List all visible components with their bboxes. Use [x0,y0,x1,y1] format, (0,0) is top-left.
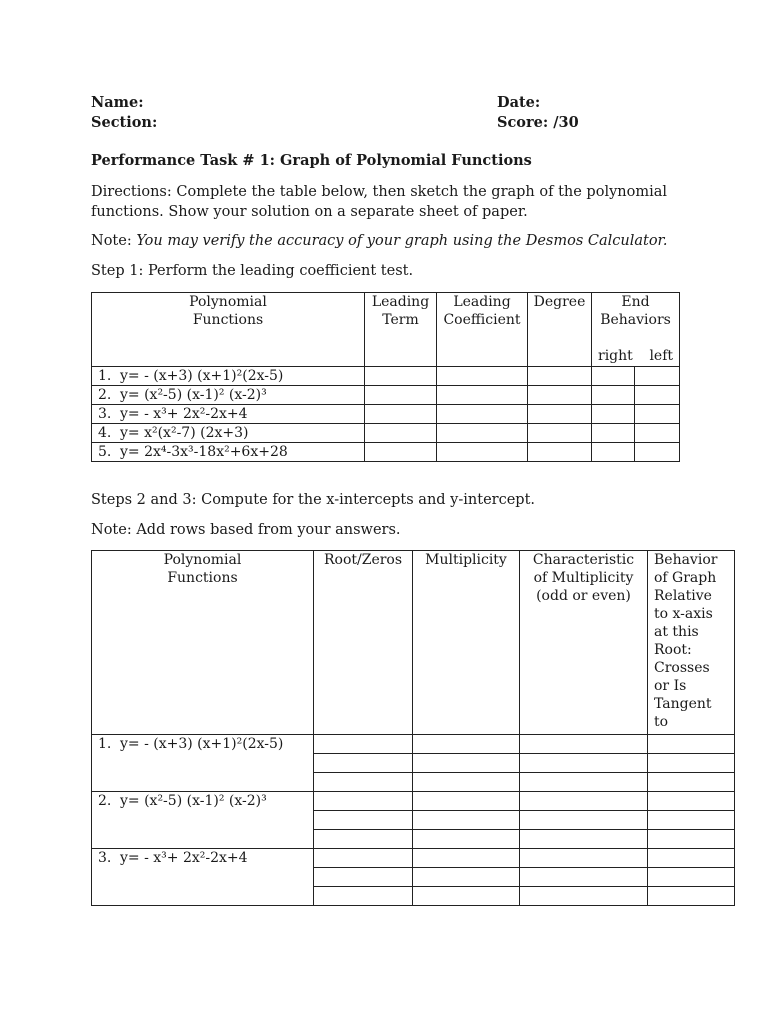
table-row [92,386,680,405]
answer-cell[interactable] [413,830,520,849]
header-end-behaviors: End Behaviors right left [592,293,680,367]
header-degree: Degree [528,293,592,367]
answer-cell[interactable] [413,868,520,887]
polynomial-cell [92,424,365,443]
header-polynomial-functions: Polynomial Functions [92,293,365,367]
polynomial-text: y= (x²-5) (x-1)² (x-2)³ [120,387,267,403]
answer-cell[interactable] [413,754,520,773]
answer-cell[interactable] [528,443,592,462]
answer-cell[interactable] [528,367,592,386]
answer-cell[interactable] [635,405,680,424]
polynomial-cell [92,367,365,386]
answer-cell[interactable] [413,811,520,830]
answer-cell[interactable] [365,443,437,462]
table-row [92,792,735,811]
row-number: 2. [98,793,112,809]
answer-cell[interactable] [314,811,413,830]
answer-cell[interactable] [520,849,648,868]
answer-cell[interactable] [635,386,680,405]
roots-table [91,550,735,906]
answer-cell[interactable] [520,754,648,773]
leading-coefficient-table [91,292,680,462]
table-row [92,405,680,424]
answer-cell[interactable] [592,443,635,462]
row-number: 1. [98,368,112,384]
row-number: 3. [98,850,112,866]
answer-cell[interactable] [413,792,520,811]
answer-cell[interactable] [520,811,648,830]
header-leading-coefficient: Leading Coefficient [437,293,528,367]
answer-cell[interactable] [648,792,735,811]
answer-cell[interactable] [314,735,413,754]
polynomial-cell [92,386,365,405]
answer-cell[interactable] [413,849,520,868]
answer-cell[interactable] [314,887,413,906]
name-label: Name: [91,94,144,111]
polynomial-cell [92,792,314,849]
answer-cell[interactable] [648,811,735,830]
answer-cell[interactable] [520,868,648,887]
answer-cell[interactable] [314,849,413,868]
answer-cell[interactable] [365,367,437,386]
answer-cell[interactable] [413,887,520,906]
task-title: Performance Task # 1: Graph of Polynomial Functions [91,152,532,169]
row-number: 5. [98,444,112,460]
polynomial-text: y= - x³+ 2x²-2x+4 [120,406,248,422]
polynomial-text: y= x²(x²-7) (2x+3) [120,425,249,441]
polynomial-text: y= 2x⁴-3x³-18x²+6x+28 [120,444,288,460]
note-label: Note: [91,233,132,249]
polynomial-text: y= (x²-5) (x-1)² (x-2)³ [120,793,267,809]
answer-cell[interactable] [635,443,680,462]
table-row [92,443,680,462]
header-left: left [649,348,674,364]
answer-cell[interactable] [528,424,592,443]
header2-behavior: Behavior of Graph Relative to x-axis at this Root: Crosses or Is Tangent to [648,551,735,735]
answer-cell[interactable] [648,830,735,849]
answer-cell[interactable] [648,849,735,868]
header2-root-zeros: Root/Zeros [314,551,413,735]
polynomial-text: y= - (x+3) (x+1)²(2x-5) [120,736,284,752]
table-row [92,424,680,443]
step1-label: Step 1: Perform the leading coefficient test. [91,263,414,279]
header-leading-term: Leading Term [365,293,437,367]
answer-cell[interactable] [437,386,528,405]
answer-cell[interactable] [648,735,735,754]
row-number: 3. [98,406,112,422]
answer-cell[interactable] [528,386,592,405]
directions: Directions: Complete the table below, then sketch the graph of the polynomial functions. Show your solution on a separate sheet of paper. [91,184,668,220]
answer-cell[interactable] [365,405,437,424]
polynomial-text: y= - x³+ 2x²-2x+4 [120,850,248,866]
row-number: 1. [98,736,112,752]
answer-cell[interactable] [520,830,648,849]
answer-cell[interactable] [314,792,413,811]
row-number: 4. [98,425,112,441]
answer-cell[interactable] [314,830,413,849]
row-number: 2. [98,387,112,403]
answer-cell[interactable] [648,773,735,792]
answer-cell[interactable] [635,367,680,386]
answer-cell[interactable] [437,443,528,462]
answer-cell[interactable] [437,424,528,443]
header2-characteristic: Characteristic of Multiplicity (odd or even) [520,551,648,735]
polynomial-cell [92,405,365,424]
polynomial-cell [92,735,314,792]
header-right: right [598,348,633,364]
answer-cell[interactable] [520,887,648,906]
header2-multiplicity: Multiplicity [413,551,520,735]
score-label: Score: /30 [497,114,579,131]
answer-cell[interactable] [437,405,528,424]
answer-cell[interactable] [592,424,635,443]
answer-cell[interactable] [648,887,735,906]
date-label: Date: [497,94,541,111]
answer-cell[interactable] [592,367,635,386]
answer-cell[interactable] [648,868,735,887]
note-text: You may verify the accuracy of your graph using the Desmos Calculator. [131,233,668,249]
answer-cell[interactable] [635,424,680,443]
answer-cell[interactable] [528,405,592,424]
steps-2-3-label: Steps 2 and 3: Compute for the x-intercepts and y-intercept. [91,492,536,508]
header2-polynomial-functions: Polynomial Functions [92,551,314,735]
answer-cell[interactable] [648,754,735,773]
answer-cell[interactable] [592,405,635,424]
table-row [92,367,680,386]
answer-cell[interactable] [314,773,413,792]
table-row [92,849,735,868]
answer-cell[interactable] [520,792,648,811]
answer-cell[interactable] [592,386,635,405]
answer-cell[interactable] [365,424,437,443]
polynomial-cell [92,849,314,906]
answer-cell[interactable] [520,773,648,792]
answer-cell[interactable] [314,868,413,887]
note [91,231,711,251]
table-row [92,735,735,754]
answer-cell[interactable] [413,773,520,792]
polynomial-text: y= - (x+3) (x+1)²(2x-5) [120,368,284,384]
note-add-rows: Note: Add rows based from your answers. [91,522,401,538]
answer-cell[interactable] [413,735,520,754]
answer-cell[interactable] [520,735,648,754]
polynomial-cell [92,443,365,462]
section-label: Section: [91,114,158,131]
answer-cell[interactable] [437,367,528,386]
answer-cell[interactable] [314,754,413,773]
answer-cell[interactable] [365,386,437,405]
